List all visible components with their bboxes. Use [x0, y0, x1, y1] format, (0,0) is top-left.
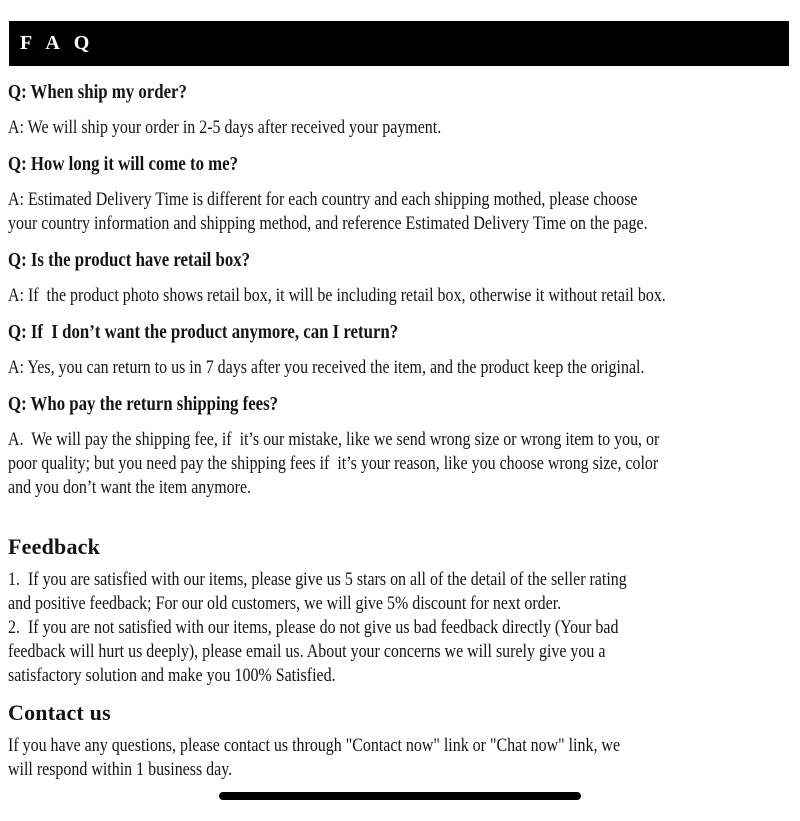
faq-item: [8, 80, 800, 140]
faq-item: [8, 320, 800, 380]
faq-answer-line: your country information and shipping method, and reference Estimated Delivery Time on the page.: [8, 213, 648, 234]
faq-answer-line: A: If the product photo shows retail box, it will be including retail box, otherwise it without retail box.: [8, 285, 666, 306]
faq-question: Q: When ship my order?: [8, 81, 187, 103]
faq-answer-line: A: Yes, you can return to us in 7 days after you received the item, and the product keep the original.: [8, 357, 645, 378]
faq-question: Q: How long it will come to me?: [8, 153, 239, 175]
faq-answer-line: A. We will pay the shipping fee, if it’s our mistake, like we send wrong size or wrong item to you, or: [8, 429, 660, 450]
contact-heading: Contact us: [8, 700, 111, 725]
feedback-body: [8, 568, 800, 688]
faq-answer-line: and you don’t want the item anymore.: [8, 477, 252, 498]
footer-bar: [219, 792, 581, 800]
feedback-line: feedback will hurt us deeply), please email us. About your concerns we will surely give you a: [8, 641, 606, 662]
content: [0, 80, 800, 782]
feedback-line: 1. If you are satisfied with our items, please give us 5 stars on all of the detail of the seller rating: [8, 569, 627, 590]
feedback-line: and positive feedback; For our old customers, we will give 5% discount for next order.: [8, 593, 562, 614]
faq-answer-line: A: We will ship your order in 2-5 days after received your payment.: [8, 117, 442, 138]
faq-answer-line: A: Estimated Delivery Time is different for each country and each shipping mothed, please choose: [8, 189, 638, 210]
contact-line: will respond within 1 business day.: [8, 759, 233, 780]
faq-item: [8, 152, 800, 236]
feedback-line: 2. If you are not satisfied with our items, please do not give us bad feedback directly (Your bad: [8, 617, 619, 638]
feedback-heading: Feedback: [8, 534, 101, 559]
feedback-line: satisfactory solution and make you 100% Satisfied.: [8, 665, 336, 686]
faq-item: [8, 248, 800, 308]
contact-line: If you have any questions, please contact us through "Contact now" link or "Chat now" link, we: [8, 735, 621, 756]
faq-header-bar: [9, 21, 789, 66]
faq-question: Q: Who pay the return shipping fees?: [8, 393, 279, 415]
faq-question: Q: If I don’t want the product anymore, can I return?: [8, 321, 399, 343]
contact-body: [8, 734, 800, 782]
faq-item: [8, 392, 800, 500]
faq-header-title: F A Q: [20, 32, 95, 54]
faq-answer-line: poor quality; but you need pay the shipping fees if it’s your reason, like you choose wrong size, color: [8, 453, 659, 474]
faq-question: Q: Is the product have retail box?: [8, 249, 251, 271]
faq-page: [0, 21, 800, 800]
